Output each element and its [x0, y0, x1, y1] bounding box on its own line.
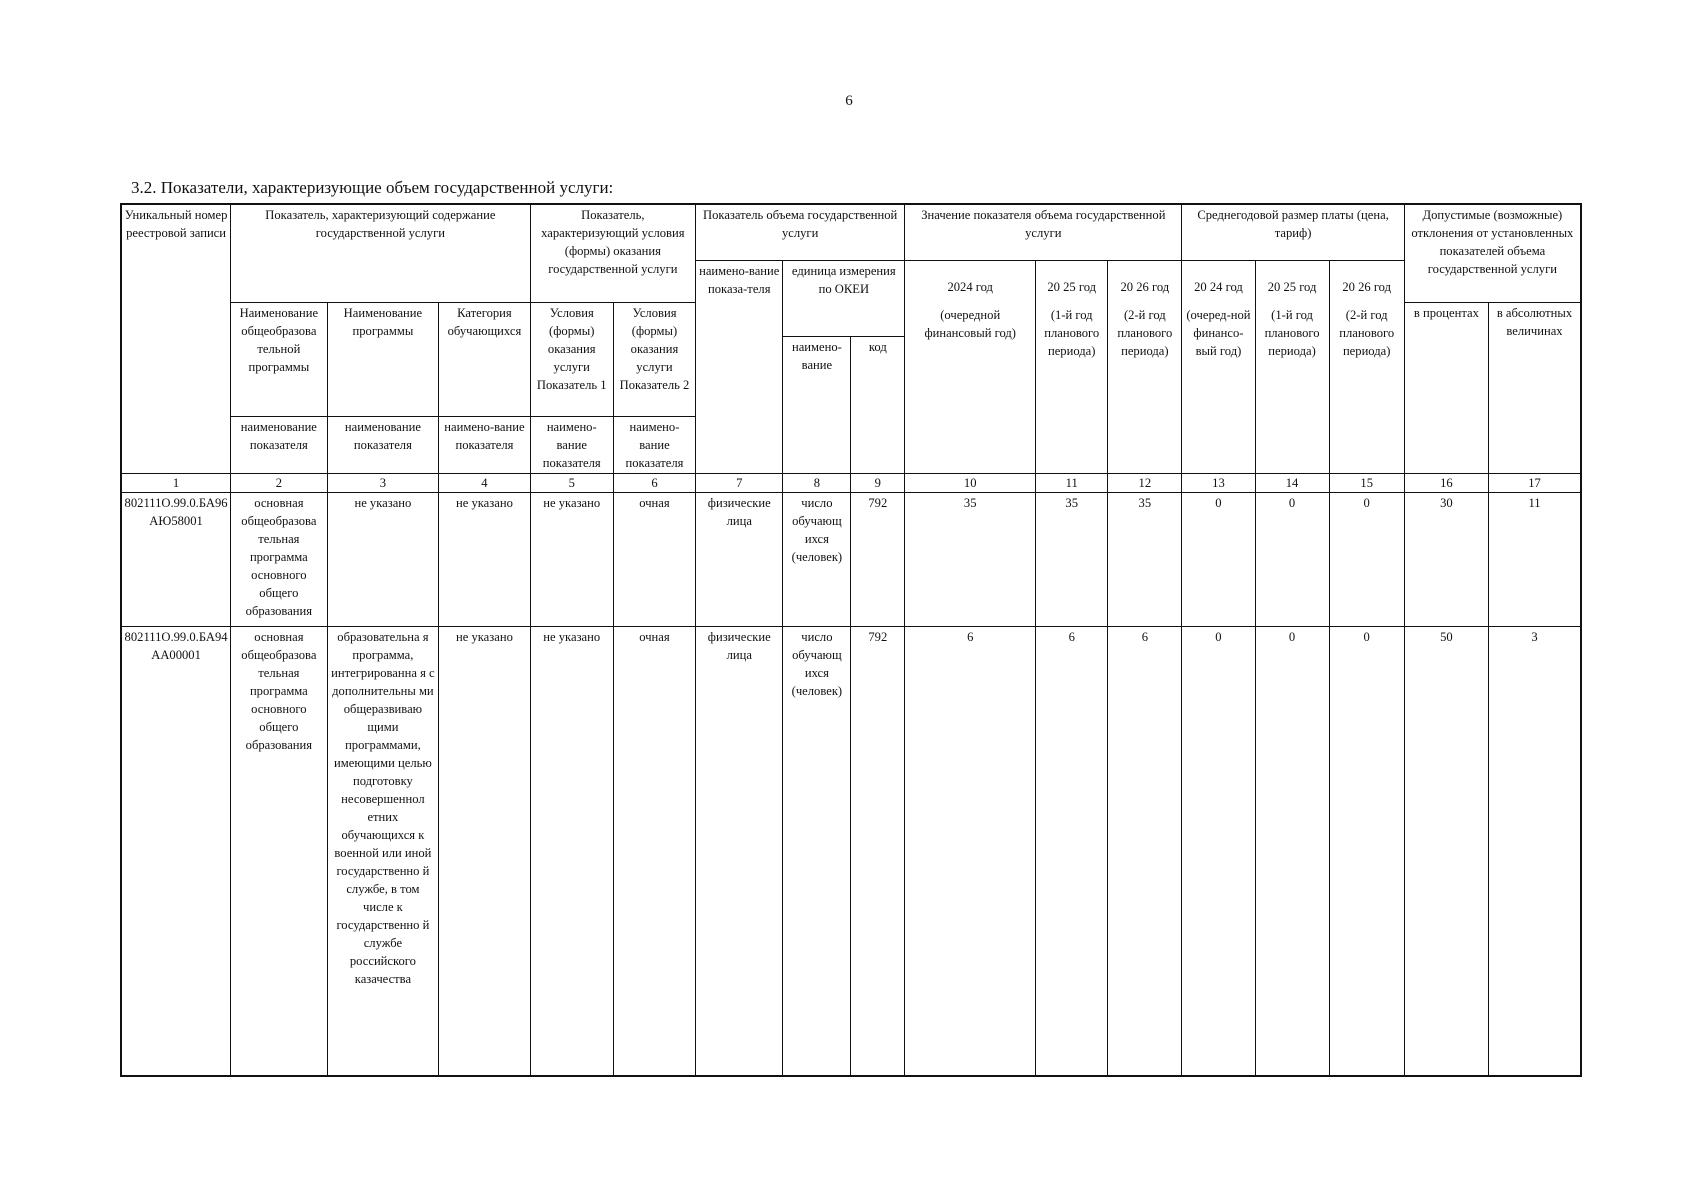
registry-number: 802111О.99.0.БА94АА00001	[121, 626, 231, 1076]
fee-2024-cell: 0	[1182, 626, 1255, 1076]
value-2024-year: 2024 год	[947, 279, 993, 294]
column-number: 2	[231, 473, 327, 492]
fee-2025-cell: 0	[1255, 626, 1329, 1076]
table-row	[121, 492, 1581, 626]
column-number: 7	[696, 473, 783, 492]
value-2026-cell: 35	[1108, 492, 1182, 626]
header-fee-2024	[1182, 260, 1255, 473]
header-value-2025	[1036, 260, 1108, 473]
value-2024-cell: 6	[905, 626, 1036, 1076]
header-program-name: Наименование общеобразова тельной программы	[231, 302, 327, 416]
value-2025-desc: (1-й год планового периода)	[1044, 307, 1100, 358]
fee-2024-desc: (очеред-ной финансо-вый год)	[1186, 307, 1251, 358]
indicator-name-cell: физические лица	[696, 492, 783, 626]
header-indicator-name-4: наимено-вание показателя	[439, 416, 530, 473]
section-title: 3.2. Показатели, характеризующие объем государственной услуги:	[131, 178, 614, 197]
condition-2-cell: очная	[613, 626, 695, 1076]
column-number: 16	[1404, 473, 1488, 492]
column-numbers-row	[121, 473, 1581, 492]
program-name-cell: основная общеобразова тельная программа основного общего образования	[231, 492, 327, 626]
registry-number: 802111О.99.0.БА96АЮ58001	[121, 492, 231, 626]
header-deviation-group: Допустимые (возможные) отклонения от установленных показателей объема государственной услуги	[1404, 204, 1581, 302]
header-value-2026	[1108, 260, 1182, 473]
condition-1-cell: не указано	[530, 492, 613, 626]
condition-2-cell: очная	[613, 492, 695, 626]
header-indicator-name-6: наимено-вание показателя	[613, 416, 695, 473]
unit-code-cell: 792	[851, 626, 905, 1076]
column-number: 17	[1489, 473, 1581, 492]
deviation-percent-cell: 30	[1404, 492, 1488, 626]
header-value-2024	[905, 260, 1036, 473]
fee-2026-cell: 0	[1329, 492, 1404, 626]
deviation-absolute-cell: 11	[1489, 492, 1581, 626]
header-volume-group: Показатель объема государственной услуги	[696, 204, 905, 260]
header-indicator-name-3: наименование показателя	[327, 416, 439, 473]
deviation-absolute-cell: 3	[1489, 626, 1581, 1076]
column-number: 3	[327, 473, 439, 492]
header-condition-1: Условия (формы) оказания услуги Показатель 1	[530, 302, 613, 416]
indicator-name-cell: физические лица	[696, 626, 783, 1076]
column-number: 15	[1329, 473, 1404, 492]
header-conditions-group: Показатель, характеризующий условия (формы) оказания государственной услуги	[530, 204, 695, 302]
value-2026-desc: (2-й год планового периода)	[1117, 307, 1173, 358]
unit-code-cell: 792	[851, 492, 905, 626]
condition-1-cell: не указано	[530, 626, 613, 1076]
value-2026-cell: 6	[1108, 626, 1182, 1076]
volume-indicators-table	[120, 203, 1582, 1077]
value-2024-cell: 35	[905, 492, 1036, 626]
fee-2025-desc: (1-й год планового периода)	[1264, 307, 1320, 358]
unit-name-cell: число обучающ ихся (человек)	[783, 492, 851, 626]
header-fee-2026	[1329, 260, 1404, 473]
fee-2025-cell: 0	[1255, 492, 1329, 626]
header-volume-name: наимено-вание показа-теля	[696, 260, 783, 473]
header-deviation-absolute: в абсолютных величинах	[1489, 302, 1581, 473]
value-2025-cell: 6	[1036, 626, 1108, 1076]
header-unique-number: Уникальный номер реестровой записи	[121, 204, 231, 473]
table-row	[121, 626, 1581, 1076]
column-number: 12	[1108, 473, 1182, 492]
category-cell: не указано	[439, 492, 530, 626]
fee-2026-desc: (2-й год планового периода)	[1339, 307, 1395, 358]
value-2024-desc: (очередной финансовый год)	[924, 307, 1016, 340]
column-number: 6	[613, 473, 695, 492]
header-unit-name: наимено-вание	[783, 336, 851, 473]
column-number: 10	[905, 473, 1036, 492]
column-number: 4	[439, 473, 530, 492]
page-number: 6	[845, 93, 853, 109]
header-indicator-name-5: наимено-вание показателя	[530, 416, 613, 473]
column-number: 1	[121, 473, 231, 492]
column-number: 14	[1255, 473, 1329, 492]
fee-2024-year: 20 24 год	[1194, 279, 1243, 294]
header-unit-group: единица измерения по ОКЕИ	[783, 260, 905, 336]
column-number: 5	[530, 473, 613, 492]
header-condition-2: Условия (формы) оказания услуги Показатель 2	[613, 302, 695, 416]
column-number: 9	[851, 473, 905, 492]
header-fee-group: Среднегодовой размер платы (цена, тариф)	[1182, 204, 1404, 260]
category-cell: не указано	[439, 626, 530, 1076]
column-number: 8	[783, 473, 851, 492]
header-category: Категория обучающихся	[439, 302, 530, 416]
fee-2026-cell: 0	[1329, 626, 1404, 1076]
deviation-percent-cell: 50	[1404, 626, 1488, 1076]
fee-2024-cell: 0	[1182, 492, 1255, 626]
program-cell: образовательна я программа, интегрированна я с дополнительны ми общеразвиваю щими программами, имеющими целью подготовку несовершеннол етних обучающихся к военной или иной государственно й службе, в том числе к государственно й службе российского казачества	[327, 626, 439, 1076]
fee-2026-year: 20 26 год	[1342, 279, 1392, 294]
program-name-cell: основная общеобразова тельная программа основного общего образования	[231, 626, 327, 1076]
value-2025-year: 20 25 год	[1047, 279, 1097, 294]
unit-name-cell: число обучающ ихся (человек)	[783, 626, 851, 1076]
header-deviation-percent: в процентах	[1404, 302, 1488, 473]
value-2025-cell: 35	[1036, 492, 1108, 626]
header-fee-2025	[1255, 260, 1329, 473]
header-unit-code: код	[851, 336, 905, 473]
column-number: 13	[1182, 473, 1255, 492]
column-number: 11	[1036, 473, 1108, 492]
fee-2025-year: 20 25 год	[1267, 279, 1317, 294]
header-content-group: Показатель, характеризующий содержание государственной услуги	[231, 204, 530, 302]
program-cell: не указано	[327, 492, 439, 626]
header-program: Наименование программы	[327, 302, 439, 416]
header-indicator-name-2: наименование показателя	[231, 416, 327, 473]
header-value-group: Значение показателя объема государственной услуги	[905, 204, 1182, 260]
value-2026-year: 20 26 год	[1120, 279, 1170, 294]
